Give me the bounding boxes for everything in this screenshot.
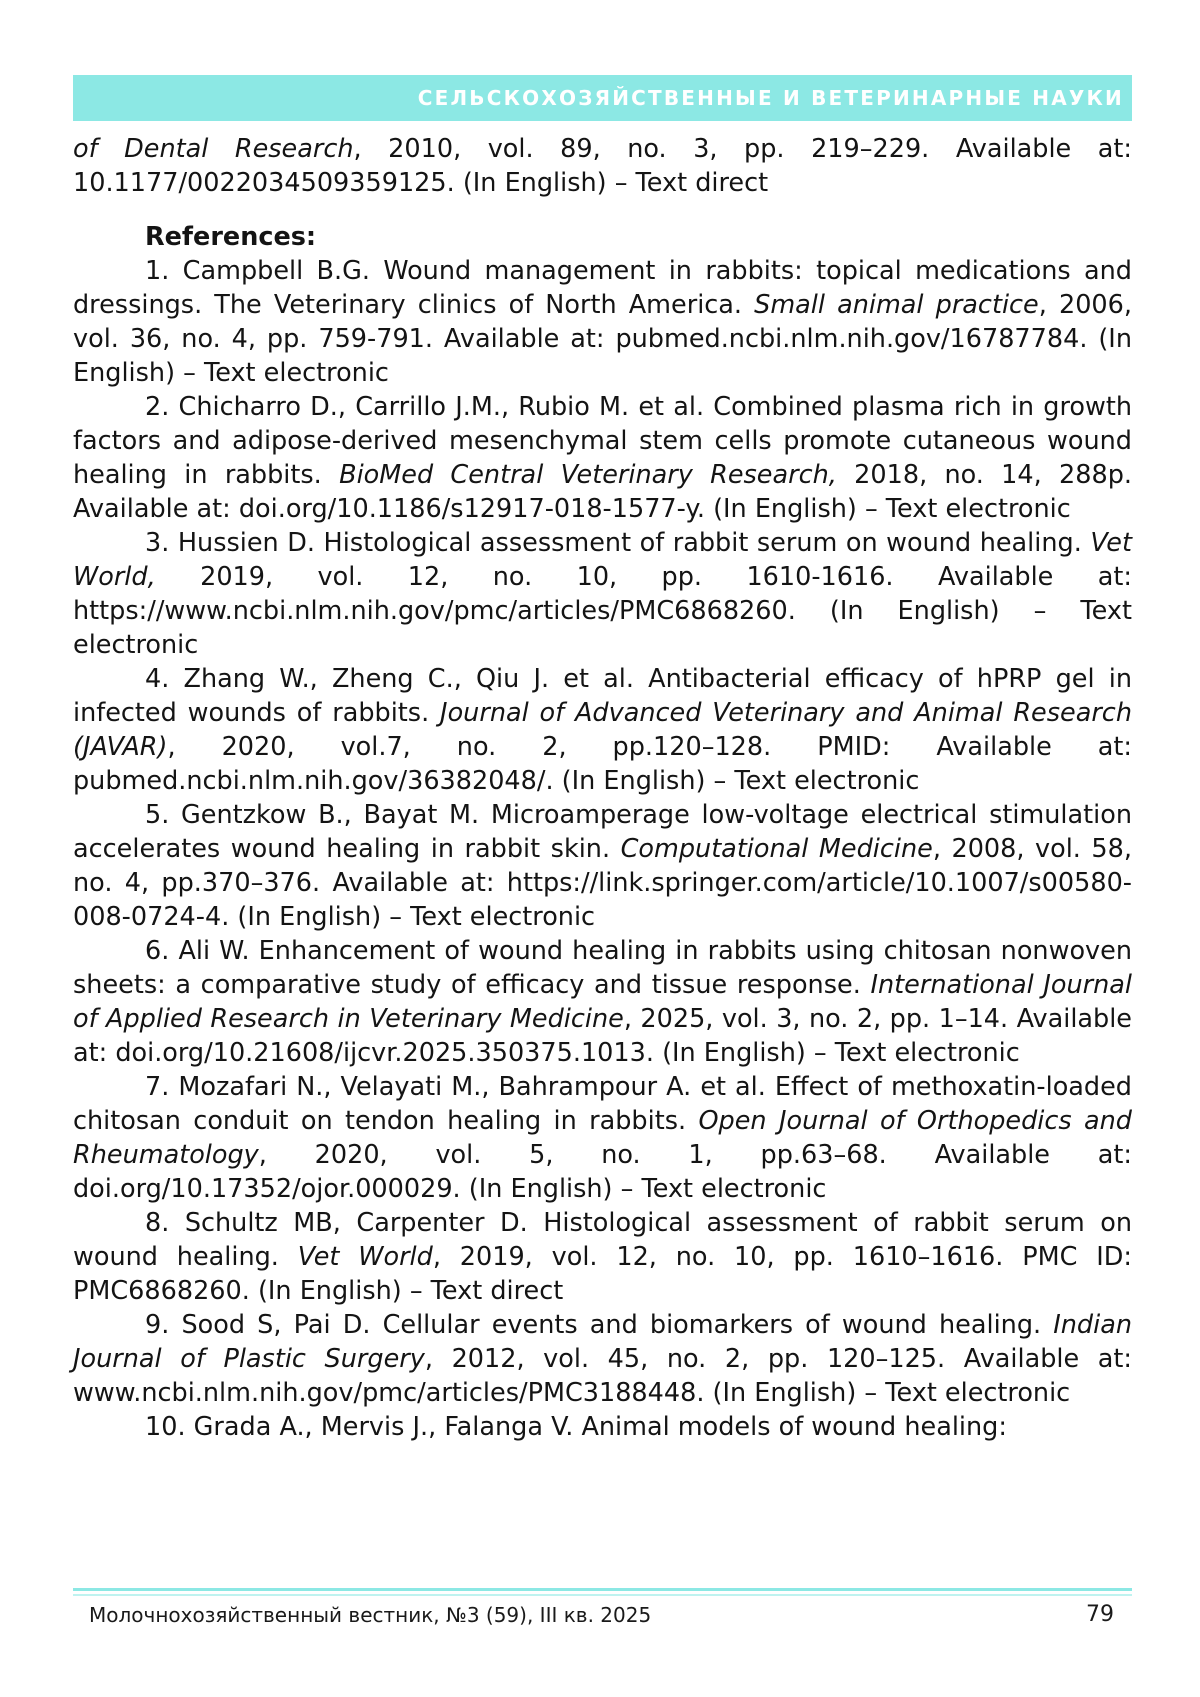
reference-item-8: 8. Schultz MB, Carpenter D. Histological assessment of rabbit serum on wound healing. Vet World, 2019, vol. 12, no. 10, pp. 1610–1616. PMC ID: PMC6868260. (In English) – Text direct [73, 1206, 1132, 1308]
section-header-band [73, 75, 1132, 121]
reference-item-1: 1. Campbell B.G. Wound management in rabbits: topical medications and dressings. The Veterinary clinics of North America. Small animal practice, 2006, vol. 36, no. 4, pp. 759-791. Available at: pubmed.ncbi.nlm.nih.gov/16787784. (In English) – Text electronic [73, 254, 1132, 390]
reference-item-2: 2. Chicharro D., Carrillo J.M., Rubio M. et al. Combined plasma rich in growth factors and adipose-derived mesenchymal stem cells promote cutaneous wound healing in rabbits. BioMed Central Veterinary Research, 2018, no. 14, 288p. Available at: doi.org/10.1186/s12917-018-1577-y. (In English) – Text electronic [73, 390, 1132, 526]
footer-divider [73, 1588, 1132, 1591]
page-number: 79 [1086, 1600, 1114, 1630]
page-body [73, 132, 1132, 1444]
reference-item-9: 9. Sood S, Pai D. Cellular events and biomarkers of wound healing. Indian Journal of Plastic Surgery, 2012, vol. 45, no. 2, pp. 120–125. Available at: www.ncbi.nlm.nih.gov/pmc/articles/PMC3188448. (In English) – Text electronic [73, 1308, 1132, 1410]
reference-item-3: 3. Hussien D. Histological assessment of rabbit serum on wound healing. Vet World, 2019, vol. 12, no. 10, pp. 1610-1616. Available at: https://www.ncbi.nlm.nih.gov/pmc/articles/PMC6868260. (In English) – Text electronic [73, 526, 1132, 662]
reference-item-6: 6. Ali W. Enhancement of wound healing in rabbits using chitosan nonwoven sheets: a comparative study of efficacy and tissue response. International Journal of Applied Research in Veterinary Medicine, 2025, vol. 3, no. 2, pp. 1–14. Available at: doi.org/10.21608/ijcvr.2025.350375.1013. (In English) – Text electronic [73, 934, 1132, 1070]
reference-item-7: 7. Mozafari N., Velayati M., Bahrampour A. et al. Effect of methoxatin-loaded chitosan conduit on tendon healing in rabbits. Open Journal of Orthopedics and Rheumatology, 2020, vol. 5, no. 1, pp.63–68. Available at: doi.org/10.17352/ojor.000029. (In English) – Text electronic [73, 1070, 1132, 1206]
footer-divider-light [73, 1594, 1132, 1596]
reference-item-5: 5. Gentzkow B., Bayat M. Microamperage low-voltage electrical stimulation accelerates wound healing in rabbit skin. Computational Medicine, 2008, vol. 58, no. 4, pp.370–376. Available at: https://link.springer.com/article/10.1007/s00580-008-0724-4. (In English) – Text electronic [73, 798, 1132, 934]
reference-item-10: 10. Grada A., Mervis J., Falanga V. Animal models of wound healing: [73, 1410, 1132, 1444]
section-title: СЕЛЬСКОХОЗЯЙСТВЕННЫЕ И ВЕТЕРИНАРНЫЕ НАУКИ [418, 86, 1124, 110]
reference-item-4: 4. Zhang W., Zheng C., Qiu J. et al. Antibacterial efficacy of hPRP gel in infected wounds of rabbits. Journal of Advanced Veterinary and Animal Research (JAVAR), 2020, vol.7, no. 2, pp.120–128. PMID: Available at: pubmed.ncbi.nlm.nih.gov/36382048/. (In English) – Text electronic [73, 662, 1132, 798]
journal-name: of Dental Research [73, 134, 354, 164]
footer-journal-info: Молочнохозяйственный вестник, №3 (59), III кв. 2025 [89, 1601, 651, 1629]
references-heading: References: [73, 220, 1132, 254]
citation-details: , 2010, vol. 89, no. 3, pp. 219–229. Available at: 10.1177/0022034509359125. (In English) – Text direct [73, 134, 1132, 198]
continuation-paragraph [73, 132, 1132, 200]
